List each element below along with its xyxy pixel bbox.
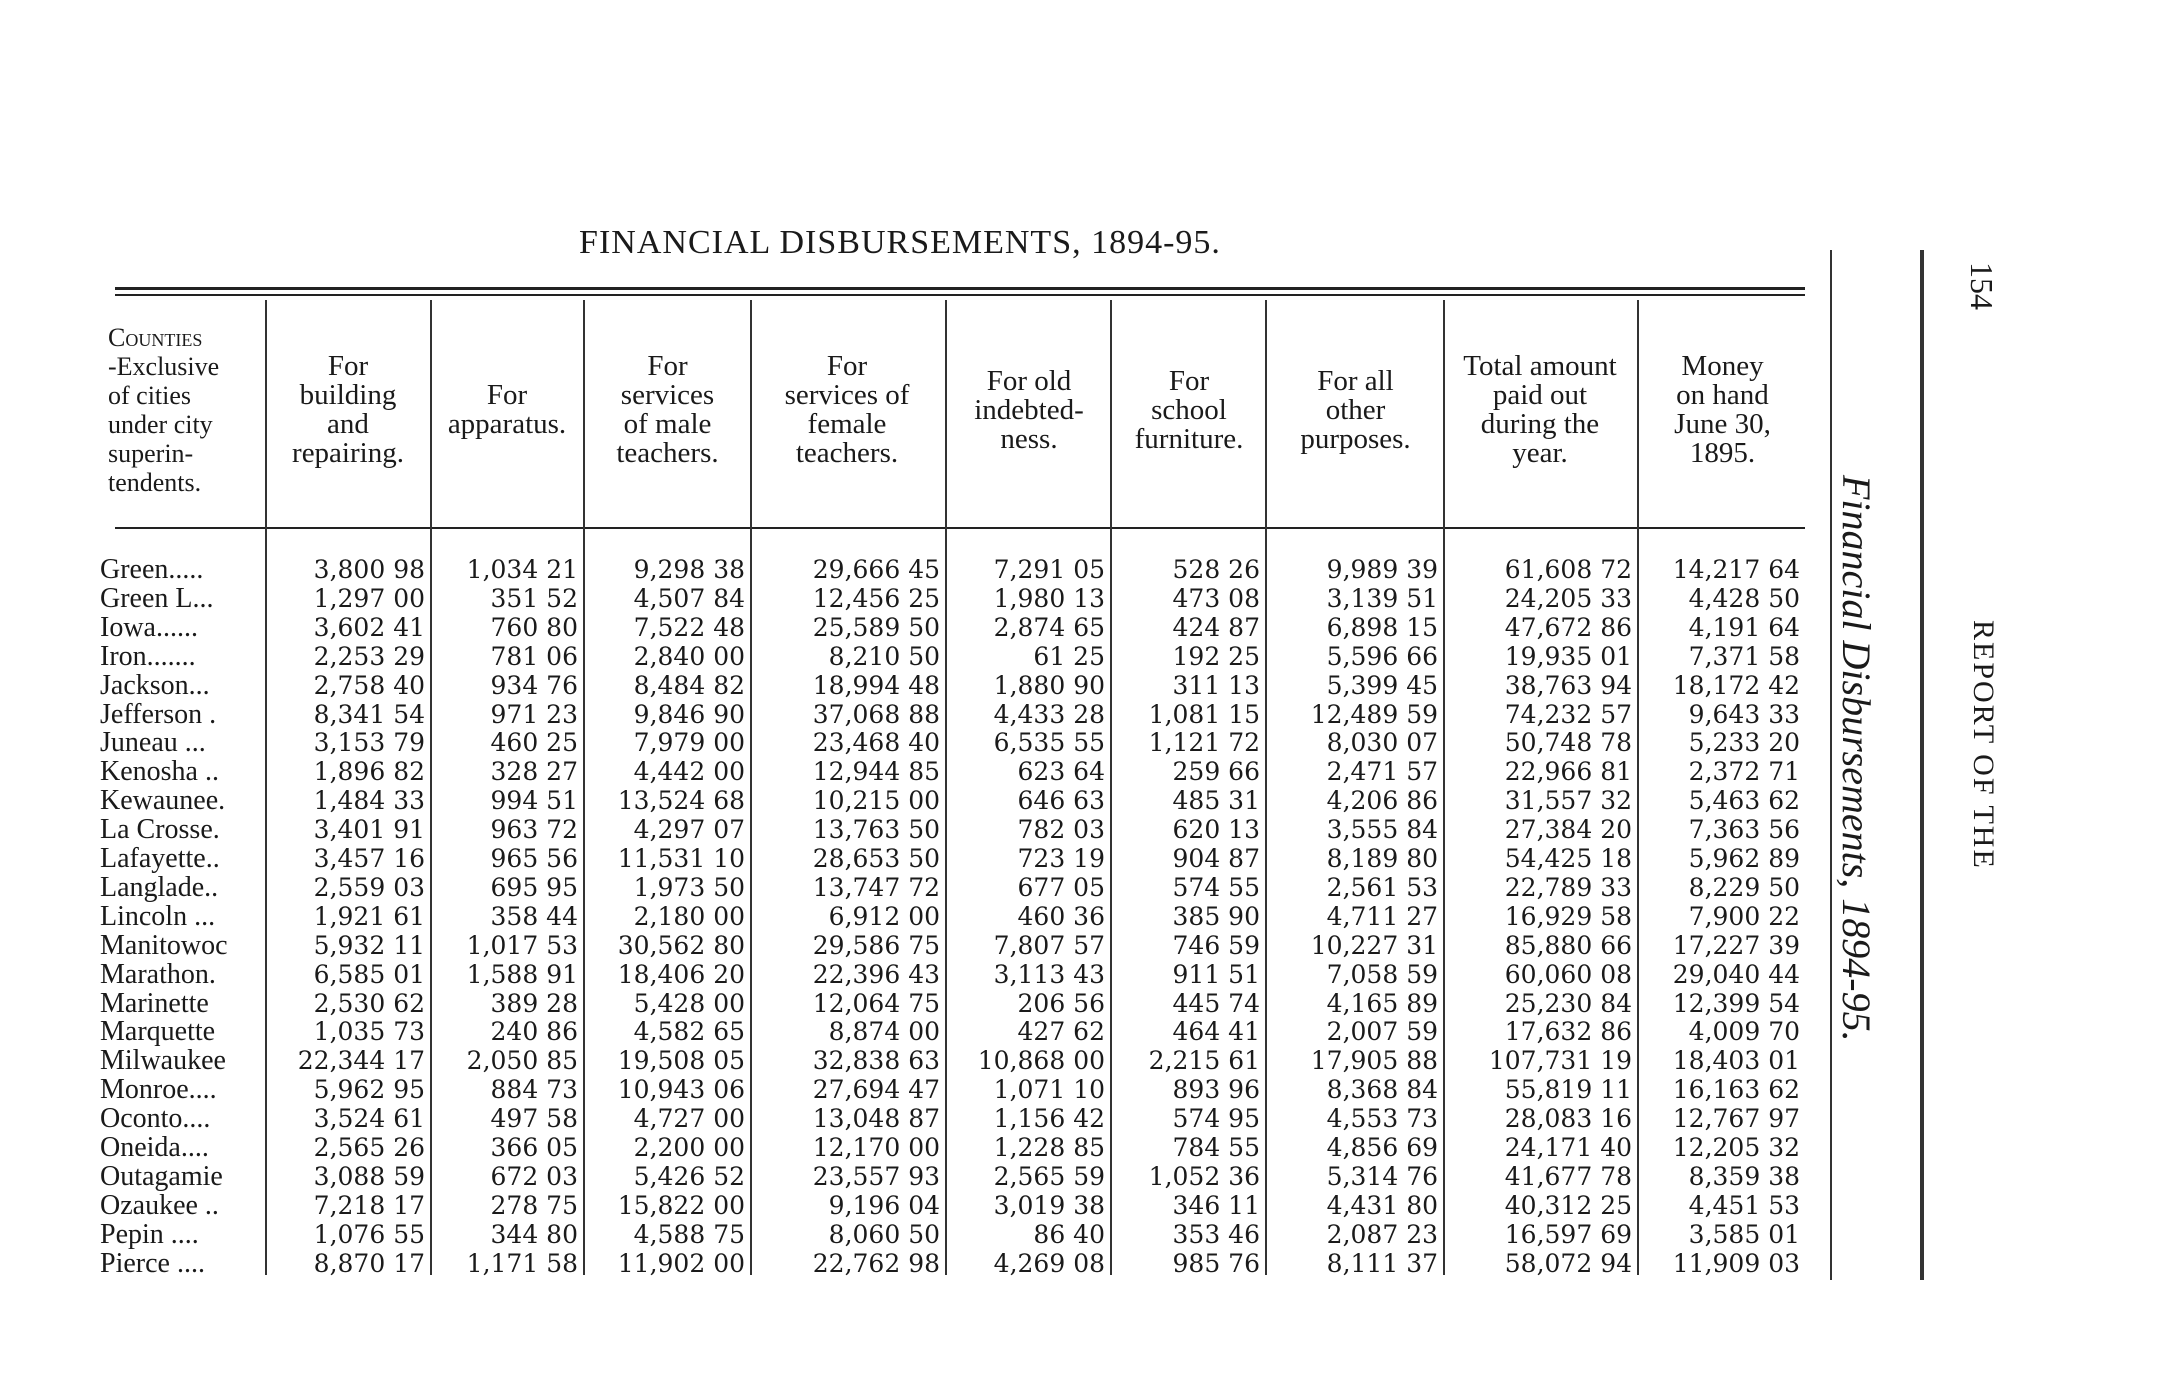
table-row <box>0 584 1800 613</box>
old-indebtedness-cell: 2,565 59 <box>993 1161 1105 1191</box>
total-paid-cell: 40,312 25 <box>1504 1190 1632 1220</box>
school-furniture-cell: 424 87 <box>1172 612 1260 642</box>
school-furniture-cell: 904 87 <box>1172 844 1260 873</box>
school-furniture-cell: 911 51 <box>1172 959 1260 989</box>
school-furniture-cell: 1,052 36 <box>1148 1161 1260 1191</box>
money-on-hand-cell: 11,909 03 <box>1672 1248 1800 1278</box>
female-teachers-cell: 22,396 43 <box>812 959 940 989</box>
old-indebtedness-cell: 1,156 42 <box>993 1104 1105 1134</box>
building-repairing-cell: 1,921 61 <box>313 901 425 931</box>
table-row <box>0 931 1800 960</box>
county-name-cell: La Crosse. <box>100 814 220 846</box>
money-on-hand-cell: 5,962 89 <box>1688 844 1800 873</box>
page-spine-line <box>1920 250 1924 1280</box>
total-paid-cell: 31,557 32 <box>1504 786 1632 816</box>
old-indebtedness-cell: 4,269 08 <box>993 1248 1105 1278</box>
old-indebtedness-cell: 723 19 <box>1017 844 1105 873</box>
money-on-hand-cell: 8,229 50 <box>1688 872 1800 902</box>
school-furniture-cell: 464 41 <box>1172 1017 1260 1047</box>
male-teachers-cell: 18,406 20 <box>617 959 745 989</box>
total-paid-cell: 19,935 01 <box>1504 641 1632 671</box>
table-row <box>0 1075 1800 1104</box>
old-indebtedness-cell: 623 64 <box>1017 757 1105 787</box>
school-furniture-cell: 784 55 <box>1172 1133 1260 1162</box>
male-teachers-cell: 4,582 65 <box>633 1017 745 1047</box>
total-paid-cell: 54,425 18 <box>1504 844 1632 873</box>
old-indebtedness-cell: 1,980 13 <box>993 583 1105 613</box>
female-teachers-cell: 12,944 85 <box>812 757 940 787</box>
money-on-hand-cell: 7,900 22 <box>1688 901 1800 931</box>
apparatus-cell: 695 95 <box>490 872 578 902</box>
money-on-hand-cell: 4,009 70 <box>1688 1017 1800 1047</box>
school-furniture-cell: 1,081 15 <box>1148 699 1260 729</box>
county-name-cell: Langlade.. <box>100 871 219 903</box>
header-apparatus: For apparatus. <box>447 379 567 440</box>
apparatus-cell: 344 80 <box>490 1219 578 1249</box>
apparatus-cell: 351 52 <box>490 583 578 613</box>
female-teachers-cell: 32,838 63 <box>812 1046 940 1076</box>
old-indebtedness-cell: 2,874 65 <box>993 612 1105 642</box>
building-repairing-cell: 3,153 79 <box>313 728 425 758</box>
female-teachers-cell: 13,048 87 <box>812 1104 940 1134</box>
female-teachers-cell: 12,456 25 <box>812 583 940 613</box>
table-row <box>0 1133 1800 1162</box>
apparatus-cell: 963 72 <box>490 815 578 845</box>
header-money-on-hand: Money on hand June 30, 1895. <box>1674 350 1771 469</box>
money-on-hand-cell: 18,403 01 <box>1672 1046 1800 1076</box>
old-indebtedness-cell: 427 62 <box>1017 1017 1105 1047</box>
county-name-cell: Kewaunee. <box>100 785 226 817</box>
building-repairing-cell: 2,559 03 <box>313 872 425 902</box>
building-repairing-cell: 3,524 61 <box>313 1104 425 1134</box>
table-row <box>0 873 1800 902</box>
school-furniture-cell: 311 13 <box>1172 670 1260 700</box>
building-repairing-cell: 3,800 98 <box>313 555 425 584</box>
other-purposes-cell: 2,007 59 <box>1326 1017 1438 1047</box>
total-paid-cell: 22,966 81 <box>1504 757 1632 787</box>
page-title: FINANCIAL DISBURSEMENTS, 1894-95. <box>579 224 1221 261</box>
building-repairing-cell: 1,035 73 <box>313 1017 425 1047</box>
male-teachers-cell: 9,846 90 <box>633 699 745 729</box>
total-paid-cell: 17,632 86 <box>1504 1017 1632 1047</box>
table-row <box>0 902 1800 931</box>
female-teachers-cell: 12,064 75 <box>812 988 940 1018</box>
table-row <box>0 1046 1800 1075</box>
old-indebtedness-cell: 7,807 57 <box>993 930 1105 960</box>
section-title: Financial Disbursements, 1894-95. <box>1834 475 1879 1042</box>
total-paid-cell: 85,880 66 <box>1504 930 1632 960</box>
school-furniture-cell: 985 76 <box>1172 1248 1260 1278</box>
other-purposes-cell: 2,561 53 <box>1326 872 1438 902</box>
table-row <box>0 555 1800 584</box>
apparatus-cell: 672 03 <box>490 1161 578 1191</box>
money-on-hand-cell: 5,233 20 <box>1688 728 1800 758</box>
header-total-paid: Total amount paid out during the year. <box>1463 350 1617 469</box>
header-bottom-rule <box>115 527 1805 529</box>
table-row <box>0 815 1800 844</box>
other-purposes-cell: 8,030 07 <box>1326 728 1438 758</box>
other-purposes-cell: 4,431 80 <box>1326 1190 1438 1220</box>
building-repairing-cell: 1,484 33 <box>313 786 425 816</box>
school-furniture-cell: 353 46 <box>1172 1219 1260 1249</box>
table-row <box>0 728 1800 757</box>
money-on-hand-cell: 12,399 54 <box>1672 988 1800 1018</box>
header-female-teachers: For services of female teachers. <box>784 350 910 469</box>
total-paid-cell: 58,072 94 <box>1504 1248 1632 1278</box>
total-paid-cell: 16,597 69 <box>1504 1219 1632 1249</box>
money-on-hand-cell: 5,463 62 <box>1688 786 1800 816</box>
other-purposes-cell: 4,553 73 <box>1326 1104 1438 1134</box>
apparatus-cell: 278 75 <box>490 1190 578 1220</box>
table-row <box>0 671 1800 700</box>
apparatus-cell: 358 44 <box>490 901 578 931</box>
male-teachers-cell: 7,979 00 <box>633 728 745 758</box>
money-on-hand-cell: 17,227 39 <box>1672 930 1800 960</box>
old-indebtedness-cell: 206 56 <box>1017 988 1105 1018</box>
money-on-hand-cell: 29,040 44 <box>1672 959 1800 989</box>
money-on-hand-cell: 18,172 42 <box>1672 670 1800 700</box>
table-row <box>0 757 1800 786</box>
male-teachers-cell: 4,297 07 <box>633 815 745 845</box>
male-teachers-cell: 9,298 38 <box>633 555 745 584</box>
county-name-cell: Ozaukee .. <box>100 1189 219 1221</box>
county-name-cell: Marathon. <box>100 958 216 990</box>
county-name-cell: Jackson... <box>100 669 210 701</box>
total-paid-cell: 47,672 86 <box>1504 612 1632 642</box>
male-teachers-cell: 2,180 00 <box>633 901 745 931</box>
male-teachers-cell: 11,531 10 <box>617 844 745 873</box>
building-repairing-cell: 2,530 62 <box>313 988 425 1018</box>
county-name-cell: Lafayette.. <box>100 843 220 874</box>
money-on-hand-cell: 7,371 58 <box>1688 641 1800 671</box>
apparatus-cell: 460 25 <box>490 728 578 758</box>
apparatus-cell: 1,034 21 <box>466 555 578 584</box>
total-paid-cell: 27,384 20 <box>1504 815 1632 845</box>
female-teachers-cell: 28,653 50 <box>812 844 940 873</box>
school-furniture-cell: 2,215 61 <box>1148 1046 1260 1076</box>
other-purposes-cell: 7,058 59 <box>1326 959 1438 989</box>
building-repairing-cell: 2,565 26 <box>313 1133 425 1162</box>
table-row <box>0 844 1800 873</box>
header-school-furniture: For school furniture. <box>1134 364 1244 455</box>
building-repairing-cell: 2,253 29 <box>313 641 425 671</box>
school-furniture-cell: 445 74 <box>1172 988 1260 1018</box>
table-row <box>0 1249 1800 1278</box>
school-furniture-cell: 192 25 <box>1172 641 1260 671</box>
other-purposes-cell: 4,856 69 <box>1326 1133 1438 1162</box>
old-indebtedness-cell: 4,433 28 <box>993 699 1105 729</box>
total-paid-cell: 38,763 94 <box>1504 670 1632 700</box>
county-name-cell: Oconto.... <box>100 1103 211 1135</box>
school-furniture-cell: 528 26 <box>1172 555 1260 584</box>
male-teachers-cell: 15,822 00 <box>617 1190 745 1220</box>
table-row <box>0 1017 1800 1046</box>
building-repairing-cell: 1,896 82 <box>313 757 425 787</box>
female-teachers-cell: 10,215 00 <box>812 786 940 816</box>
county-name-cell: Green..... <box>100 554 204 585</box>
female-teachers-cell: 29,586 75 <box>812 930 940 960</box>
other-purposes-cell: 3,555 84 <box>1326 815 1438 845</box>
male-teachers-cell: 30,562 80 <box>617 930 745 960</box>
county-name-cell: Manitowoc <box>100 929 228 961</box>
page-number: 154 <box>1964 262 2000 310</box>
apparatus-cell: 1,017 53 <box>466 930 578 960</box>
building-repairing-cell: 8,870 17 <box>313 1248 425 1278</box>
total-paid-cell: 74,232 57 <box>1504 699 1632 729</box>
school-furniture-cell: 385 90 <box>1172 901 1260 931</box>
female-teachers-cell: 37,068 88 <box>812 699 940 729</box>
table-row <box>0 1220 1800 1249</box>
county-name-cell: Kenosha .. <box>100 756 219 788</box>
money-on-hand-cell: 14,217 64 <box>1672 555 1800 584</box>
building-repairing-cell: 3,088 59 <box>313 1161 425 1191</box>
money-on-hand-cell: 2,372 71 <box>1688 757 1800 787</box>
total-paid-cell: 16,929 58 <box>1504 901 1632 931</box>
school-furniture-cell: 485 31 <box>1172 786 1260 816</box>
county-name-cell: Green L... <box>100 582 214 614</box>
money-on-hand-cell: 4,451 53 <box>1688 1190 1800 1220</box>
county-name-cell: Juneau ... <box>100 727 206 759</box>
male-teachers-cell: 4,507 84 <box>633 583 745 613</box>
header-counties: Counties -Exclusive of cities under city superin- tendents. <box>108 323 220 497</box>
school-furniture-cell: 346 11 <box>1172 1190 1260 1220</box>
old-indebtedness-cell: 3,019 38 <box>993 1190 1105 1220</box>
total-paid-cell: 50,748 78 <box>1504 728 1632 758</box>
money-on-hand-cell: 7,363 56 <box>1688 815 1800 845</box>
apparatus-cell: 965 56 <box>490 844 578 873</box>
apparatus-cell: 240 86 <box>490 1017 578 1047</box>
school-furniture-cell: 574 55 <box>1172 872 1260 902</box>
female-teachers-cell: 18,994 48 <box>812 670 940 700</box>
total-paid-cell: 28,083 16 <box>1504 1104 1632 1134</box>
top-rule-thick <box>115 287 1805 290</box>
total-paid-cell: 25,230 84 <box>1504 988 1632 1018</box>
table-row <box>0 1162 1800 1191</box>
male-teachers-cell: 5,426 52 <box>633 1161 745 1191</box>
apparatus-cell: 497 58 <box>490 1104 578 1134</box>
apparatus-cell: 781 06 <box>490 641 578 671</box>
building-repairing-cell: 2,758 40 <box>313 670 425 700</box>
other-purposes-cell: 6,898 15 <box>1326 612 1438 642</box>
building-repairing-cell: 1,076 55 <box>313 1219 425 1249</box>
old-indebtedness-cell: 646 63 <box>1017 786 1105 816</box>
other-purposes-cell: 5,399 45 <box>1326 670 1438 700</box>
table-row <box>0 700 1800 729</box>
male-teachers-cell: 10,943 06 <box>617 1075 745 1105</box>
apparatus-cell: 1,588 91 <box>466 959 578 989</box>
county-name-cell: Marinette <box>100 987 209 1019</box>
male-teachers-cell: 11,902 00 <box>617 1248 745 1278</box>
money-on-hand-cell: 3,585 01 <box>1688 1219 1800 1249</box>
building-repairing-cell: 5,932 11 <box>313 930 425 960</box>
female-teachers-cell: 23,468 40 <box>812 728 940 758</box>
building-repairing-cell: 22,344 17 <box>297 1046 425 1076</box>
other-purposes-cell: 5,596 66 <box>1326 641 1438 671</box>
old-indebtedness-cell: 1,228 85 <box>993 1133 1105 1162</box>
table-row <box>0 960 1800 989</box>
male-teachers-cell: 13,524 68 <box>617 786 745 816</box>
female-teachers-cell: 9,196 04 <box>828 1190 940 1220</box>
school-furniture-cell: 473 08 <box>1172 583 1260 613</box>
county-name-cell: Jefferson . <box>100 698 217 730</box>
money-on-hand-cell: 8,359 38 <box>1688 1161 1800 1191</box>
money-on-hand-cell: 12,767 97 <box>1672 1104 1800 1134</box>
building-repairing-cell: 1,297 00 <box>313 583 425 613</box>
building-repairing-cell: 5,962 95 <box>313 1075 425 1105</box>
table-right-border <box>1830 250 1832 1280</box>
building-repairing-cell: 8,341 54 <box>313 699 425 729</box>
building-repairing-cell: 7,218 17 <box>313 1190 425 1220</box>
apparatus-cell: 2,050 85 <box>466 1046 578 1076</box>
total-paid-cell: 55,819 11 <box>1504 1075 1632 1105</box>
county-name-cell: Lincoln ... <box>100 900 216 932</box>
female-teachers-cell: 13,747 72 <box>812 872 940 902</box>
other-purposes-cell: 9,989 39 <box>1326 555 1438 584</box>
total-paid-cell: 24,171 40 <box>1504 1133 1632 1162</box>
county-name-cell: Pepin .... <box>100 1218 199 1250</box>
old-indebtedness-cell: 86 40 <box>1033 1219 1105 1249</box>
total-paid-cell: 107,731 19 <box>1488 1046 1632 1076</box>
header-male-teachers: For services of male teachers. <box>616 350 719 469</box>
apparatus-cell: 366 05 <box>490 1133 578 1162</box>
female-teachers-cell: 8,210 50 <box>828 641 940 671</box>
apparatus-cell: 760 80 <box>490 612 578 642</box>
apparatus-cell: 328 27 <box>490 757 578 787</box>
female-teachers-cell: 12,170 00 <box>812 1133 940 1162</box>
other-purposes-cell: 8,368 84 <box>1326 1075 1438 1105</box>
header-building: For building and repairing. <box>292 350 404 469</box>
school-furniture-cell: 746 59 <box>1172 930 1260 960</box>
apparatus-cell: 934 76 <box>490 670 578 700</box>
school-furniture-cell: 893 96 <box>1172 1075 1260 1105</box>
male-teachers-cell: 5,428 00 <box>633 988 745 1018</box>
female-teachers-cell: 29,666 45 <box>812 555 940 584</box>
top-rule-thin <box>115 294 1805 296</box>
county-name-cell: Marquette <box>100 1016 216 1048</box>
apparatus-cell: 994 51 <box>490 786 578 816</box>
male-teachers-cell: 2,840 00 <box>633 641 745 671</box>
money-on-hand-cell: 4,428 50 <box>1688 583 1800 613</box>
total-paid-cell: 61,608 72 <box>1504 555 1632 584</box>
apparatus-cell: 971 23 <box>490 699 578 729</box>
apparatus-cell: 884 73 <box>490 1075 578 1105</box>
county-name-cell: Monroe.... <box>100 1074 217 1106</box>
female-teachers-cell: 6,912 00 <box>828 901 940 931</box>
female-teachers-cell: 8,060 50 <box>828 1219 940 1249</box>
old-indebtedness-cell: 1,071 10 <box>993 1075 1105 1105</box>
county-name-cell: Milwaukee <box>100 1045 226 1077</box>
building-repairing-cell: 3,457 16 <box>313 844 425 873</box>
school-furniture-cell: 259 66 <box>1172 757 1260 787</box>
school-furniture-cell: 1,121 72 <box>1148 728 1260 758</box>
money-on-hand-cell: 9,643 33 <box>1688 699 1800 729</box>
county-name-cell: Iowa...... <box>100 611 198 643</box>
male-teachers-cell: 4,727 00 <box>633 1104 745 1134</box>
other-purposes-cell: 17,905 88 <box>1310 1046 1438 1076</box>
male-teachers-cell: 1,973 50 <box>633 872 745 902</box>
other-purposes-cell: 2,087 23 <box>1326 1219 1438 1249</box>
other-purposes-cell: 3,139 51 <box>1326 583 1438 613</box>
old-indebtedness-cell: 61 25 <box>1033 641 1105 671</box>
school-furniture-cell: 574 95 <box>1172 1104 1260 1134</box>
money-on-hand-cell: 16,163 62 <box>1672 1075 1800 1105</box>
building-repairing-cell: 6,585 01 <box>313 959 425 989</box>
female-teachers-cell: 22,762 98 <box>812 1248 940 1278</box>
male-teachers-cell: 8,484 82 <box>633 670 745 700</box>
table-row <box>0 642 1800 671</box>
male-teachers-cell: 2,200 00 <box>633 1133 745 1162</box>
female-teachers-cell: 13,763 50 <box>812 815 940 845</box>
other-purposes-cell: 8,111 37 <box>1326 1248 1438 1278</box>
money-on-hand-cell: 12,205 32 <box>1672 1133 1800 1162</box>
old-indebtedness-cell: 3,113 43 <box>993 959 1105 989</box>
school-furniture-cell: 620 13 <box>1172 815 1260 845</box>
other-purposes-cell: 8,189 80 <box>1326 844 1438 873</box>
female-teachers-cell: 27,694 47 <box>812 1075 940 1105</box>
other-purposes-cell: 12,489 59 <box>1310 699 1438 729</box>
male-teachers-cell: 7,522 48 <box>633 612 745 642</box>
total-paid-cell: 41,677 78 <box>1504 1161 1632 1191</box>
old-indebtedness-cell: 782 03 <box>1017 815 1105 845</box>
female-teachers-cell: 23,557 93 <box>812 1161 940 1191</box>
old-indebtedness-cell: 677 05 <box>1017 872 1105 902</box>
county-name-cell: Iron....... <box>100 640 196 672</box>
old-indebtedness-cell: 1,880 90 <box>993 670 1105 700</box>
male-teachers-cell: 4,588 75 <box>633 1219 745 1249</box>
table-row <box>0 989 1800 1018</box>
county-name-cell: Oneida.... <box>100 1132 209 1163</box>
female-teachers-cell: 8,874 00 <box>828 1017 940 1047</box>
total-paid-cell: 24,205 33 <box>1504 583 1632 613</box>
other-purposes-cell: 10,227 31 <box>1310 930 1438 960</box>
table-row <box>0 1191 1800 1220</box>
county-name-cell: Pierce .... <box>100 1247 205 1279</box>
other-purposes-cell: 4,206 86 <box>1326 786 1438 816</box>
apparatus-cell: 389 28 <box>490 988 578 1018</box>
old-indebtedness-cell: 7,291 05 <box>993 555 1105 584</box>
money-on-hand-cell: 4,191 64 <box>1688 612 1800 642</box>
total-paid-cell: 22,789 33 <box>1504 872 1632 902</box>
old-indebtedness-cell: 10,868 00 <box>977 1046 1105 1076</box>
building-repairing-cell: 3,602 41 <box>313 612 425 642</box>
running-head: REPORT OF THE <box>1967 620 2000 870</box>
male-teachers-cell: 4,442 00 <box>633 757 745 787</box>
total-paid-cell: 60,060 08 <box>1504 959 1632 989</box>
table-row <box>0 613 1800 642</box>
other-purposes-cell: 4,165 89 <box>1326 988 1438 1018</box>
county-name-cell: Outagamie <box>100 1160 223 1192</box>
male-teachers-cell: 19,508 05 <box>617 1046 745 1076</box>
header-other-purposes: For all other purposes. <box>1300 364 1411 455</box>
old-indebtedness-cell: 6,535 55 <box>993 728 1105 758</box>
other-purposes-cell: 5,314 76 <box>1326 1161 1438 1191</box>
table-row <box>0 786 1800 815</box>
building-repairing-cell: 3,401 91 <box>313 815 425 845</box>
table-row <box>0 1104 1800 1133</box>
other-purposes-cell: 2,471 57 <box>1326 757 1438 787</box>
header-old-indebtedness: For old indebted- ness. <box>974 364 1084 455</box>
old-indebtedness-cell: 460 36 <box>1017 901 1105 931</box>
other-purposes-cell: 4,711 27 <box>1326 901 1438 931</box>
apparatus-cell: 1,171 58 <box>466 1248 578 1278</box>
female-teachers-cell: 25,589 50 <box>812 612 940 642</box>
